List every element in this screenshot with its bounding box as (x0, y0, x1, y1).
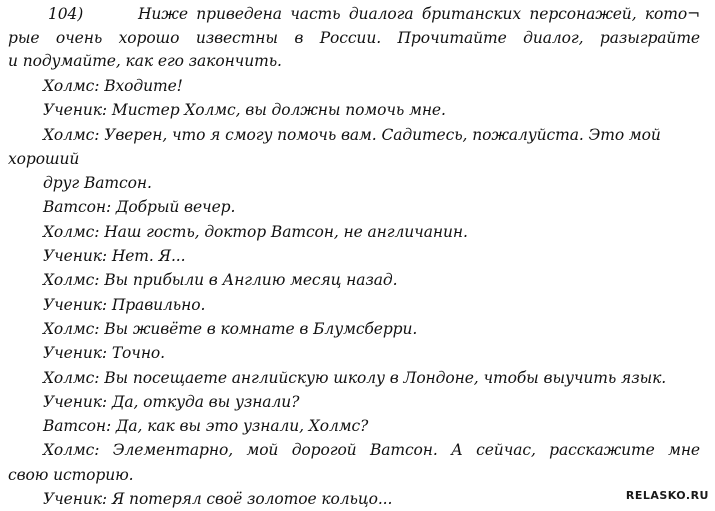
dialogue (8, 74, 700, 511)
dialogue-line: Холмс: Элементарно, мой дорогой Ватсон. А сейчас, расскажите мне (43, 441, 700, 460)
dialogue-line: друг Ватсон. (43, 174, 152, 193)
dialogue-line: Ватсон: Да, как вы это узнали, Холмс? (43, 417, 369, 436)
dialogue-line: Ученик: Точно. (43, 344, 165, 363)
site-watermark: RELASKO.RU (625, 489, 709, 502)
dialogue-line: Холмс: Наш гость, доктор Ватсон, не англичанин. (43, 222, 468, 241)
dialogue-line: Ватсон: Добрый вечер. (43, 198, 236, 217)
dialogue-line: Холмс: Вы живёте в комнате в Блумсберри. (43, 319, 418, 338)
dialogue-line: Ученик: Мистер Холмс, вы должны помочь мне. (43, 101, 446, 120)
dialogue-line: свою историю. (8, 465, 134, 484)
dialogue-line: Холмс: Уверен, что я смогу помочь вам. Садитесь, пожалуйста. Это мой (43, 125, 661, 144)
dialogue-line: Холмс: Входите! (43, 77, 183, 95)
intro-line-3: и подумайте, как его закончить. (8, 52, 282, 70)
dialogue-line: хороший (8, 149, 80, 168)
intro-line-1 (8, 3, 700, 27)
exercise-intro (8, 3, 700, 74)
exercise-number: 104) (48, 5, 84, 23)
dialogue-line: Ученик: Да, откуда вы узнали? (43, 392, 300, 411)
dialogue-line: Ученик: Правильно. (43, 295, 206, 314)
dialogue-line: Холмс: Вы прибыли в Англию месяц назад. (43, 271, 398, 290)
dialogue-line: Холмс: Вы посещаете английскую школу в Лондоне, чтобы выучить язык. (43, 368, 667, 387)
dialogue-line: Ученик: Я потерял своё золотое кольцо... (43, 490, 393, 509)
intro-text-1: Ниже приведена часть диалога британских персонажей, кото¬ (138, 5, 700, 23)
intro-line-2: рые очень хорошо известны в России. Прочитайте диалог, разыграйте (8, 28, 700, 47)
dialogue-line: Ученик: Нет. Я... (43, 247, 186, 266)
